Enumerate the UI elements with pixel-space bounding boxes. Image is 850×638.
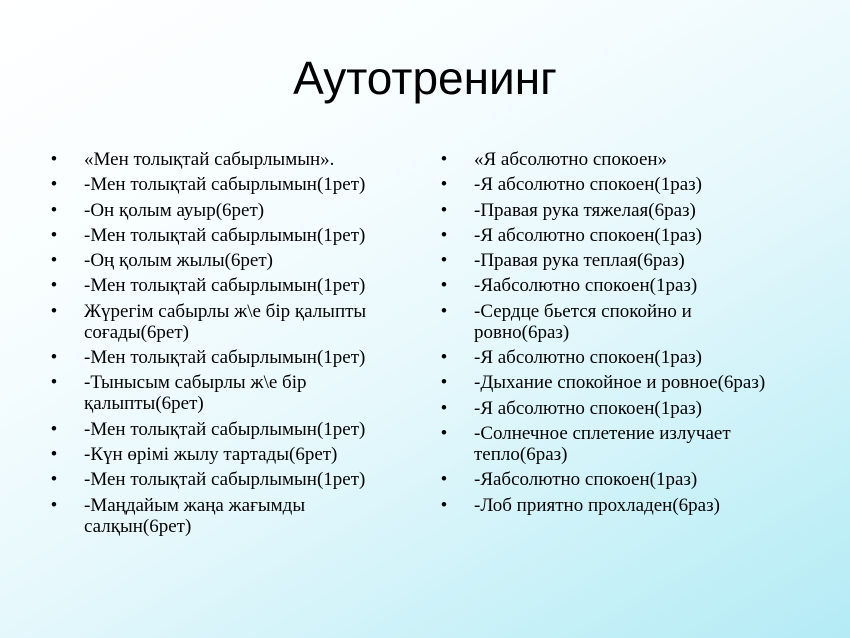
left-list-item — [48, 495, 398, 537]
right-bullet-list — [438, 149, 778, 520]
bullet-icon: • — [50, 149, 58, 170]
left-list-item — [48, 372, 398, 414]
left-item-text: -Маңдайым жаңа жағымды салқын(6рет) — [84, 494, 306, 537]
bullet-icon: • — [440, 250, 448, 272]
left-list-item — [48, 200, 398, 221]
bullet-icon: • — [440, 300, 448, 322]
slide-title: Аутотренинг — [293, 52, 557, 104]
left-item-text: -Оң қолым жылы(6рет) — [84, 250, 273, 272]
right-item-text: -Я абсолютно спокоен(1раз) — [474, 174, 702, 196]
bullet-icon: • — [440, 149, 448, 170]
left-list-item — [48, 469, 398, 490]
left-list-item — [48, 225, 398, 246]
left-list-item — [48, 444, 398, 465]
bullet-icon: • — [50, 174, 58, 196]
bullet-icon: • — [440, 174, 448, 196]
right-item-text: -Сердце бьется спокойно и ровно(6раз) — [474, 300, 692, 343]
right-item-text: -Солнечное сплетение излучает тепло(6раз) — [474, 422, 731, 465]
right-list-item — [438, 200, 778, 221]
left-list-item — [48, 347, 398, 368]
right-list-item — [438, 372, 778, 393]
left-list-item — [48, 275, 398, 296]
left-item-text: -Мен толықтай сабырлымын(1рет) — [84, 347, 366, 369]
right-list-item — [438, 149, 778, 170]
right-list-item — [438, 250, 778, 271]
left-item-text: -Мен толықтай сабырлымын(1рет) — [84, 174, 366, 196]
bullet-icon: • — [50, 443, 58, 465]
bullet-icon: • — [50, 275, 58, 297]
bullet-icon: • — [440, 469, 448, 491]
bullet-icon: • — [50, 300, 58, 322]
bullet-icon: • — [50, 224, 58, 246]
left-list-item — [48, 174, 398, 195]
right-item-text: -Я абсолютно спокоен(1раз) — [474, 397, 702, 419]
bullet-icon: • — [440, 397, 448, 419]
right-list-item — [438, 495, 778, 516]
bullet-icon: • — [50, 494, 58, 516]
right-item-text: -Правая рука тяжелая(6раз) — [474, 199, 696, 221]
bullet-icon: • — [440, 372, 448, 394]
bullet-icon: • — [50, 418, 58, 440]
right-list-item — [438, 469, 778, 490]
bullet-icon: • — [50, 250, 58, 272]
right-list-item — [438, 174, 778, 195]
bullet-icon: • — [50, 199, 58, 221]
right-list-item — [438, 275, 778, 296]
left-item-text: -Он қолым ауыр(6рет) — [84, 199, 265, 221]
left-list-item — [48, 301, 398, 343]
left-item-text: Жүрегім сабырлы ж\е бір қалыпты соғады(6рет) — [84, 300, 367, 343]
bullet-icon: • — [440, 347, 448, 369]
bullet-icon: • — [440, 275, 448, 297]
right-list-item — [438, 398, 778, 419]
left-list-item — [48, 250, 398, 271]
left-item-text: -Мен толықтай сабырлымын(1рет) — [84, 275, 366, 297]
bullet-icon: • — [440, 422, 448, 444]
bullet-icon: • — [440, 199, 448, 221]
right-item-text: -Яабсолютно спокоен(1раз) — [474, 469, 698, 491]
right-item-text: -Лоб приятно прохладен(6раз) — [474, 494, 720, 516]
left-item-text: -Тынысым сабырлы ж\е бір қалыпты(6рет) — [84, 372, 307, 415]
left-item-text: -Мен толықтай сабырлымын(1рет) — [84, 418, 366, 440]
bullet-icon: • — [440, 224, 448, 246]
left-list-item — [48, 419, 398, 440]
bullet-icon: • — [440, 494, 448, 516]
right-list-item — [438, 225, 778, 246]
right-item-text: -Дыхание спокойное и ровное(6раз) — [474, 372, 766, 394]
right-item-text: -Я абсолютно спокоен(1раз) — [474, 224, 702, 246]
left-item-text: -Күн өрімі жылу тартады(6рет) — [84, 443, 338, 465]
right-list-item — [438, 423, 778, 465]
right-item-text: -Правая рука теплая(6раз) — [474, 250, 685, 272]
right-item-text: «Я абсолютно спокоен» — [474, 149, 668, 170]
right-list-item — [438, 301, 778, 343]
bullet-icon: • — [50, 469, 58, 491]
left-item-text: -Мен толықтай сабырлымын(1рет) — [84, 469, 366, 491]
left-list-item — [48, 149, 398, 170]
left-item-text: -Мен толықтай сабырлымын(1рет) — [84, 224, 366, 246]
left-bullet-list — [48, 149, 398, 541]
left-item-text: «Мен толықтай сабырлымын». — [84, 149, 335, 170]
right-item-text: -Яабсолютно спокоен(1раз) — [474, 275, 698, 297]
bullet-icon: • — [50, 347, 58, 369]
right-list-item — [438, 347, 778, 368]
bullet-icon: • — [50, 372, 58, 394]
right-item-text: -Я абсолютно спокоен(1раз) — [474, 347, 702, 369]
